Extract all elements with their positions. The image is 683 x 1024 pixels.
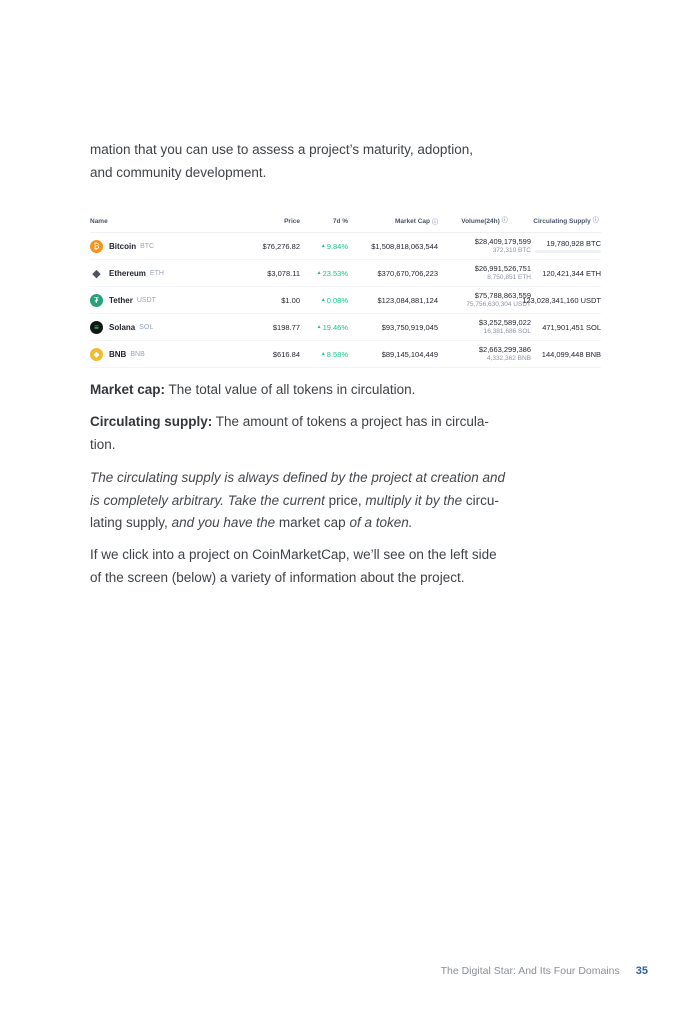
table-row-ethereum bbox=[90, 260, 601, 287]
column-header-supply: Circulating Supply ⓘ bbox=[533, 218, 599, 225]
table-header-row bbox=[90, 211, 601, 233]
up-arrow-icon: ▲ bbox=[320, 243, 326, 249]
volume-value: $28,409,179,599 bbox=[474, 237, 531, 246]
table-row-tether bbox=[90, 287, 601, 314]
volume-value: $2,663,299,386 bbox=[478, 345, 531, 354]
change-value: 19.46% bbox=[322, 322, 348, 332]
coin-name: Bitcoin bbox=[109, 241, 137, 251]
price-value: $198.77 bbox=[272, 322, 300, 332]
table-row-bitcoin bbox=[90, 233, 601, 260]
info-icon: ⓘ bbox=[592, 218, 599, 224]
page-number: 35 bbox=[635, 965, 648, 977]
market-cap-value: $370,670,706,223 bbox=[377, 268, 438, 278]
column-header-price: Price bbox=[284, 218, 300, 225]
market-cap-value: $93,750,919,045 bbox=[381, 322, 438, 332]
circulating-supply-label: Circulating supply: bbox=[90, 414, 213, 429]
up-arrow-icon: ▲ bbox=[316, 324, 322, 330]
price-value: $1.00 bbox=[281, 295, 300, 305]
volume-value: $3,252,589,022 bbox=[478, 318, 531, 327]
supply-note-paragraph: The circulating supply is always defined by the project at creation and is completely arbitrary. Take the current price, multiply it by the circu- lating supply, and you have the market cap of a token. bbox=[90, 470, 505, 530]
info-icon: ⓘ bbox=[501, 218, 508, 224]
info-icon: ⓘ bbox=[431, 220, 438, 226]
coin-name: Solana bbox=[109, 322, 136, 332]
supply-value: 144,099,448 BNB bbox=[541, 349, 601, 359]
change-value: 8.58% bbox=[326, 349, 348, 359]
column-header-name: Name bbox=[90, 218, 108, 225]
ethereum-icon: ◆ bbox=[92, 267, 101, 280]
column-header-market-cap: Market Cap ⓘ bbox=[394, 218, 438, 226]
book-title: The Digital Star: And Its Four Domains bbox=[440, 965, 620, 977]
coin-ticker: ETH bbox=[149, 269, 164, 277]
volume-sub-value: 16,381,686 SOL bbox=[483, 328, 531, 335]
up-arrow-icon: ▲ bbox=[320, 351, 326, 357]
supply-value: 123,028,341,160 USDT bbox=[522, 295, 601, 305]
coin-name: Tether bbox=[109, 295, 133, 305]
supply-value: 120,421,344 ETH bbox=[542, 268, 601, 278]
change-value: 9.84% bbox=[326, 241, 348, 251]
market-cap-definition: Market cap: The total value of all tokens in circulation. bbox=[90, 382, 416, 397]
table-row-bnb bbox=[90, 341, 601, 368]
click-project-paragraph: If we click into a project on CoinMarketCap, we’ll see on the left side of the screen (below) a variety of information about the project. bbox=[90, 547, 497, 585]
supply-value: 471,901,451 SOL bbox=[542, 322, 601, 332]
coin-ticker: SOL bbox=[139, 323, 154, 331]
intro-line-1: mation that you can use to assess a project’s maturity, adoption, bbox=[90, 142, 473, 157]
change-value: 23.53% bbox=[322, 268, 348, 278]
tether-icon: ₮ bbox=[90, 294, 103, 307]
market-cap-label: Market cap: bbox=[90, 382, 166, 397]
coin-ticker: BTC bbox=[140, 242, 155, 250]
price-value: $76,276.82 bbox=[262, 241, 300, 251]
volume-sub-value: 372,310 BTC bbox=[492, 247, 531, 254]
coin-name: BNB bbox=[109, 349, 127, 359]
market-cap-value: $89,145,104,449 bbox=[381, 349, 438, 359]
volume-sub-value: 4,332,362 BNB bbox=[486, 355, 531, 362]
volume-value: $75,788,863,559 bbox=[474, 291, 531, 300]
market-cap-value: $1,508,818,063,544 bbox=[371, 241, 438, 251]
crypto-market-table bbox=[90, 211, 601, 368]
price-value: $3,078.11 bbox=[267, 268, 300, 278]
up-arrow-icon: ▲ bbox=[316, 270, 322, 276]
circulating-supply-definition: Circulating supply: The amount of tokens a project has in circula- tion. bbox=[90, 414, 489, 452]
page-footer bbox=[441, 965, 648, 977]
bitcoin-icon: ₿ bbox=[90, 240, 103, 253]
up-arrow-icon: ▲ bbox=[320, 297, 326, 303]
intro-line-2: and community development. bbox=[90, 164, 267, 180]
market-cap-value: $123,084,881,124 bbox=[377, 295, 438, 305]
supply-value: 19,780,928 BTC bbox=[546, 239, 601, 248]
volume-sub-value: 75,756,630,304 USDT bbox=[466, 301, 531, 308]
solana-icon: ≡ bbox=[90, 321, 103, 334]
supply-progress-bar bbox=[535, 250, 601, 253]
bnb-icon: ◆ bbox=[90, 348, 103, 361]
coin-name: Ethereum bbox=[109, 268, 146, 278]
column-header-volume: Volume(24h) ⓘ bbox=[461, 218, 508, 225]
volume-value: $26,991,526,751 bbox=[474, 264, 531, 273]
change-value: 0.08% bbox=[326, 295, 348, 305]
price-value: $616.84 bbox=[272, 349, 300, 359]
volume-sub-value: 8,750,851 ETH bbox=[487, 274, 531, 281]
table-row-solana bbox=[90, 314, 601, 341]
coin-ticker: BNB bbox=[130, 350, 145, 358]
intro-paragraph bbox=[90, 139, 538, 184]
coin-ticker: USDT bbox=[136, 296, 156, 304]
column-header-change: 7d % bbox=[332, 218, 348, 225]
